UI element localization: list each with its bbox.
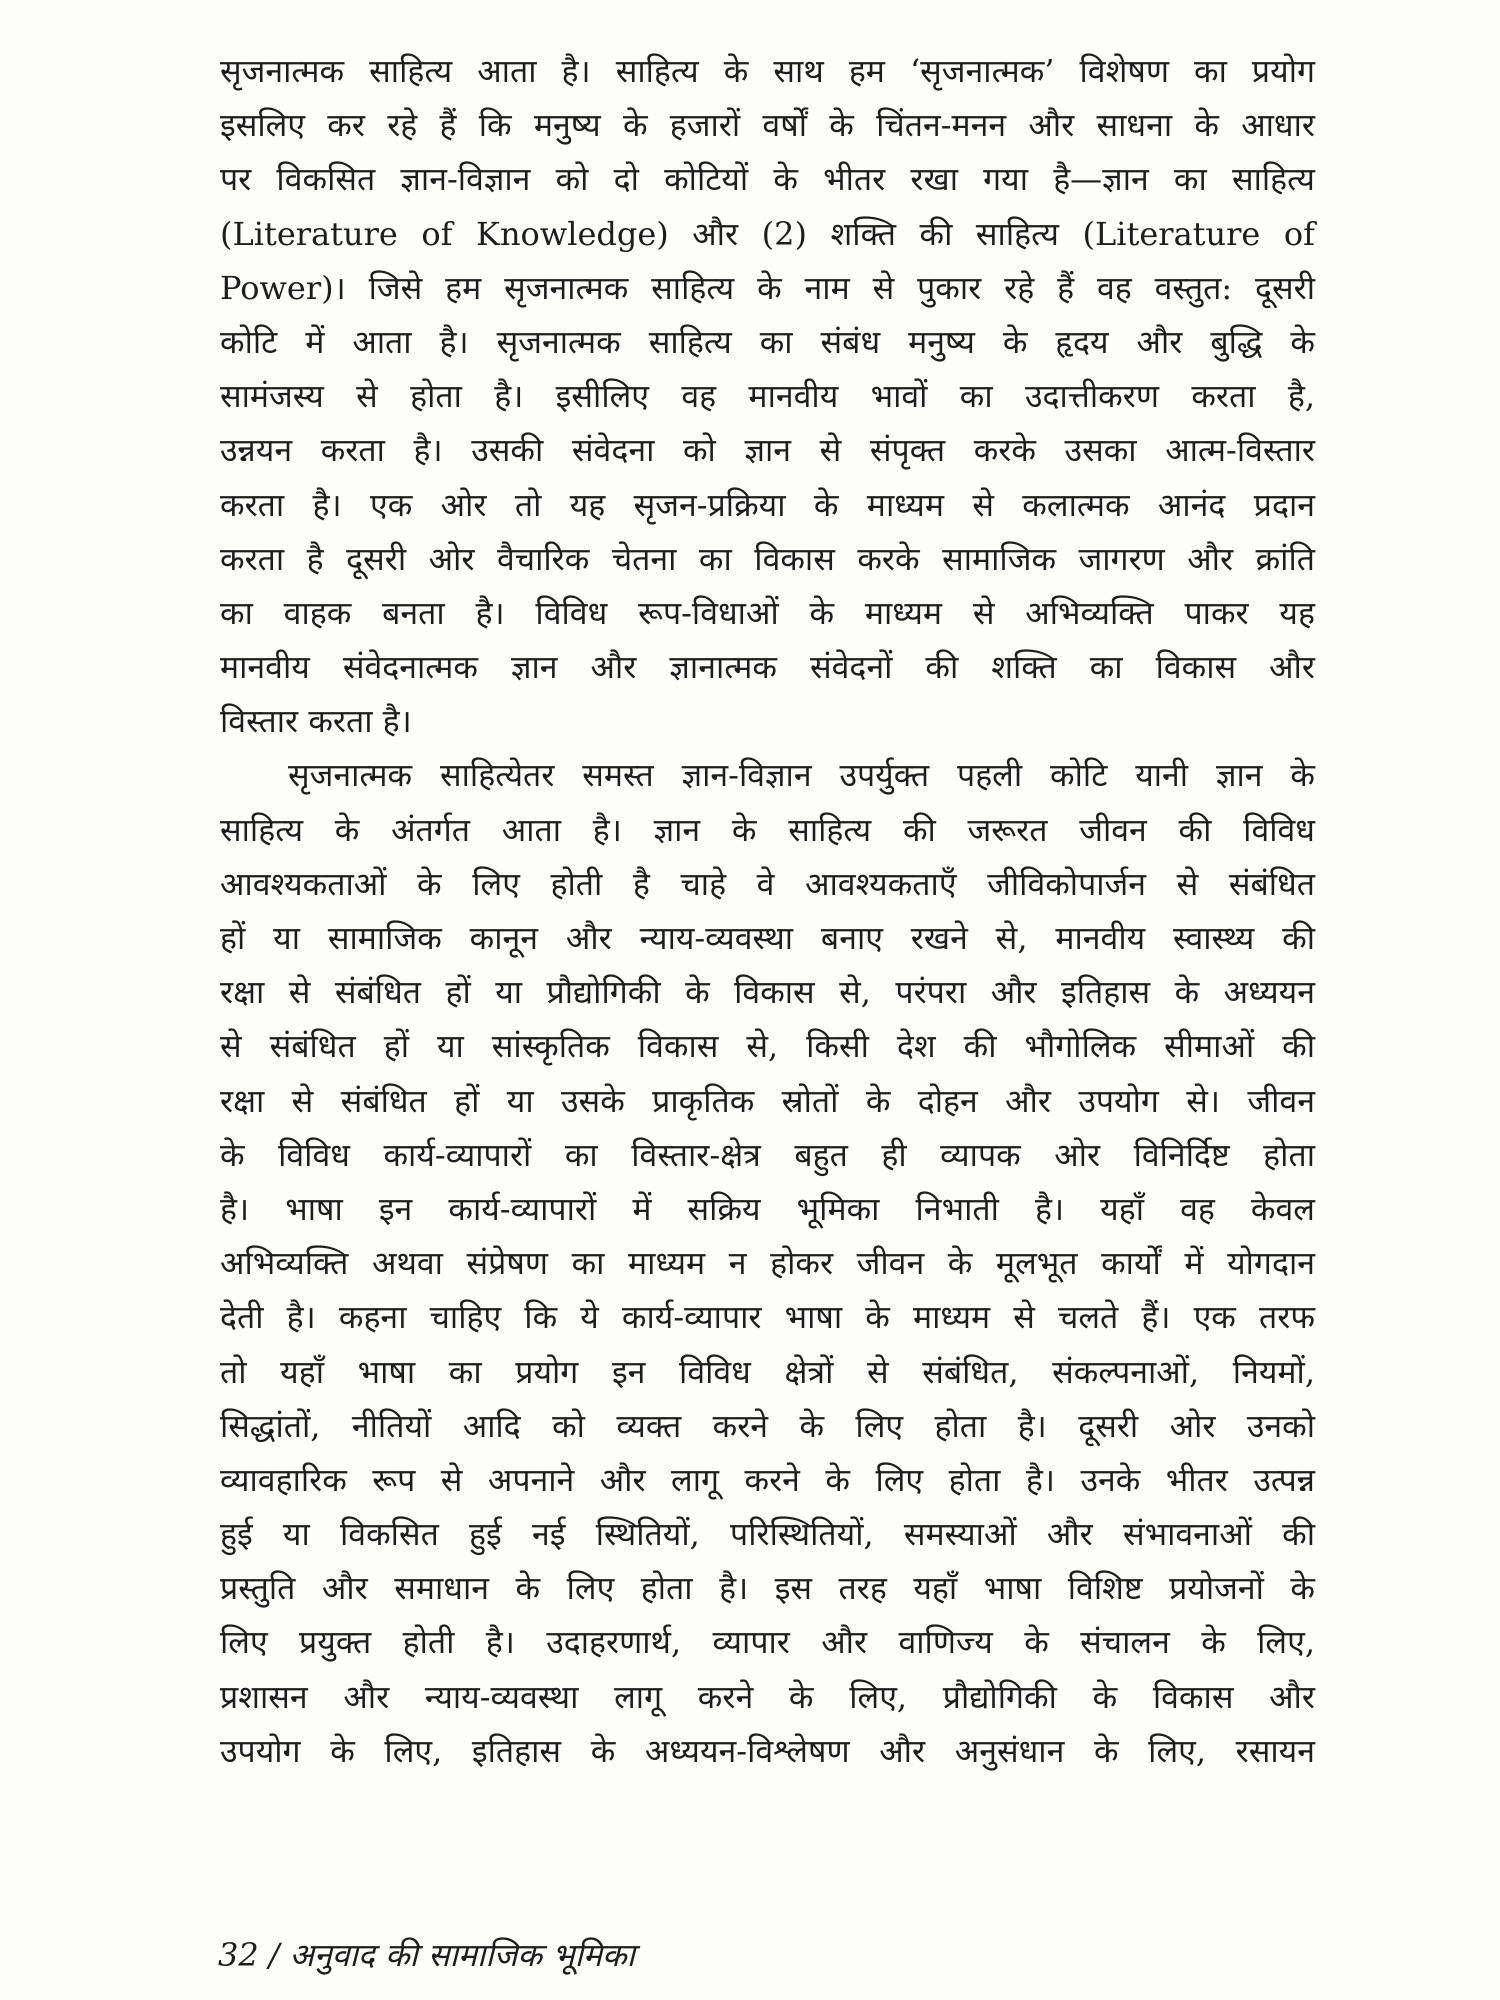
text-line: सृजनात्मक साहित्येतर समस्त ज्ञान-विज्ञान उपर्युक्त पहली कोटि यानी ज्ञान के bbox=[288, 756, 1315, 795]
text-line: का वाहक बनता है। विविध रूप-विधाओं के माध्यम से अभिव्यक्ति पाकर यह bbox=[220, 593, 1315, 632]
book-title: अनुवाद की सामाजिक भूमिका bbox=[289, 1936, 635, 1974]
text-line: अभिव्यक्ति अथवा संप्रेषण का माध्यम न होकर जीवन के मूलभूत कार्यों में योगदान bbox=[220, 1244, 1315, 1283]
text-line: करता है दूसरी ओर वैचारिक चेतना का विकास करके सामाजिक जागरण और क्रांति bbox=[220, 539, 1315, 578]
text-line: प्रस्तुति और समाधान के लिए होता है। इस तरह यहाँ भाषा विशिष्ट प्रयोजनों के bbox=[220, 1569, 1315, 1608]
body-text bbox=[220, 44, 1315, 1778]
footer-separator: / bbox=[268, 1936, 280, 1974]
text-line: सिद्धांतों, नीतियों आदि को व्यक्त करने के लिए होता है। दूसरी ओर उनको bbox=[220, 1406, 1315, 1445]
page-number: 32 bbox=[218, 1936, 259, 1974]
text-line: हुई या विकसित हुई नई स्थितियों, परिस्थितियों, समस्याओं और संभावनाओं की bbox=[220, 1515, 1315, 1554]
text-line: तो यहाँ भाषा का प्रयोग इन विविध क्षेत्रों से संबंधित, संकल्पनाओं, नियमों, bbox=[220, 1352, 1315, 1391]
text-line: (Literature of Knowledge) और (2) शक्ति की साहित्य (Literature of bbox=[220, 214, 1315, 253]
paragraph bbox=[220, 44, 1315, 748]
text-line: के विविध कार्य-व्यापारों का विस्तार-क्षेत्र बहुत ही व्यापक ओर विनिर्दिष्ट होता bbox=[220, 1135, 1315, 1174]
text-line: उन्नयन करता है। उसकी संवेदना को ज्ञान से संपृक्त करके उसका आत्म-विस्तार bbox=[220, 431, 1315, 470]
text-line: है। भाषा इन कार्य-व्यापारों में सक्रिय भूमिका निभाती है। यहाँ वह केवल bbox=[220, 1189, 1315, 1228]
text-line: साहित्य के अंतर्गत आता है। ज्ञान के साहित्य की जरूरत जीवन की विविध bbox=[220, 810, 1315, 849]
text-line: पर विकसित ज्ञान-विज्ञान को दो कोटियों के भीतर रखा गया है—ज्ञान का साहित्य bbox=[220, 160, 1315, 199]
text-line: सामंजस्य से होता है। इसीलिए वह मानवीय भावों का उदात्तीकरण करता है, bbox=[220, 377, 1315, 416]
page-footer bbox=[218, 1933, 635, 1976]
text-line: रक्षा से संबंधित हों या प्रौद्योगिकी के विकास से, परंपरा और इतिहास के अध्ययन bbox=[220, 973, 1315, 1012]
text-line: व्यावहारिक रूप से अपनाने और लागू करने के लिए होता है। उनके भीतर उत्पन्न bbox=[220, 1460, 1315, 1499]
text-line: लिए प्रयुक्त होती है। उदाहरणार्थ, व्यापार और वाणिज्य के संचालन के लिए, bbox=[220, 1623, 1315, 1662]
text-line: से संबंधित हों या सांस्कृतिक विकास से, किसी देश की भौगोलिक सीमाओं की bbox=[220, 1027, 1315, 1066]
text-line: करता है। एक ओर तो यह सृजन-प्रक्रिया के माध्यम से कलात्मक आनंद प्रदान bbox=[220, 485, 1315, 524]
text-line: देती है। कहना चाहिए कि ये कार्य-व्यापार भाषा के माध्यम से चलते हैं। एक तरफ bbox=[220, 1298, 1315, 1337]
text-line: उपयोग के लिए, इतिहास के अध्ययन-विश्लेषण और अनुसंधान के लिए, रसायन bbox=[220, 1731, 1315, 1770]
text-line: आवश्यकताओं के लिए होती है चाहे वे आवश्यकताएँ जीविकोपार्जन से संबंधित bbox=[220, 864, 1315, 903]
text-line: मानवीय संवेदनात्मक ज्ञान और ज्ञानात्मक संवेदनों की शक्ति का विकास और bbox=[220, 648, 1315, 687]
text-line: प्रशासन और न्याय-व्यवस्था लागू करने के लिए, प्रौद्योगिकी के विकास और bbox=[220, 1677, 1315, 1716]
text-line: सृजनात्मक साहित्य आता है। साहित्य के साथ हम ‘सृजनात्मक’ विशेषण का प्रयोग bbox=[220, 52, 1315, 90]
text-line: विस्तार करता है। bbox=[220, 702, 412, 741]
text-line: हों या सामाजिक कानून और न्याय-व्यवस्था बनाए रखने से, मानवीय स्वास्थ्य की bbox=[220, 919, 1315, 957]
text-line: इसलिए कर रहे हैं कि मनुष्य के हजारों वर्षों के चिंतन-मनन और साधना के आधार bbox=[220, 106, 1315, 145]
text-line: Power)। जिसे हम सृजनात्मक साहित्य के नाम से पुकार रहे हैं वह वस्तुत: दूसरी bbox=[220, 268, 1315, 307]
paragraph bbox=[220, 748, 1315, 1778]
text-line: रक्षा से संबंधित हों या उसके प्राकृतिक स्रोतों के दोहन और उपयोग से। जीवन bbox=[220, 1081, 1315, 1120]
text-line: कोटि में आता है। सृजनात्मक साहित्य का संबंध मनुष्य के हृदय और बुद्धि के bbox=[220, 322, 1315, 361]
